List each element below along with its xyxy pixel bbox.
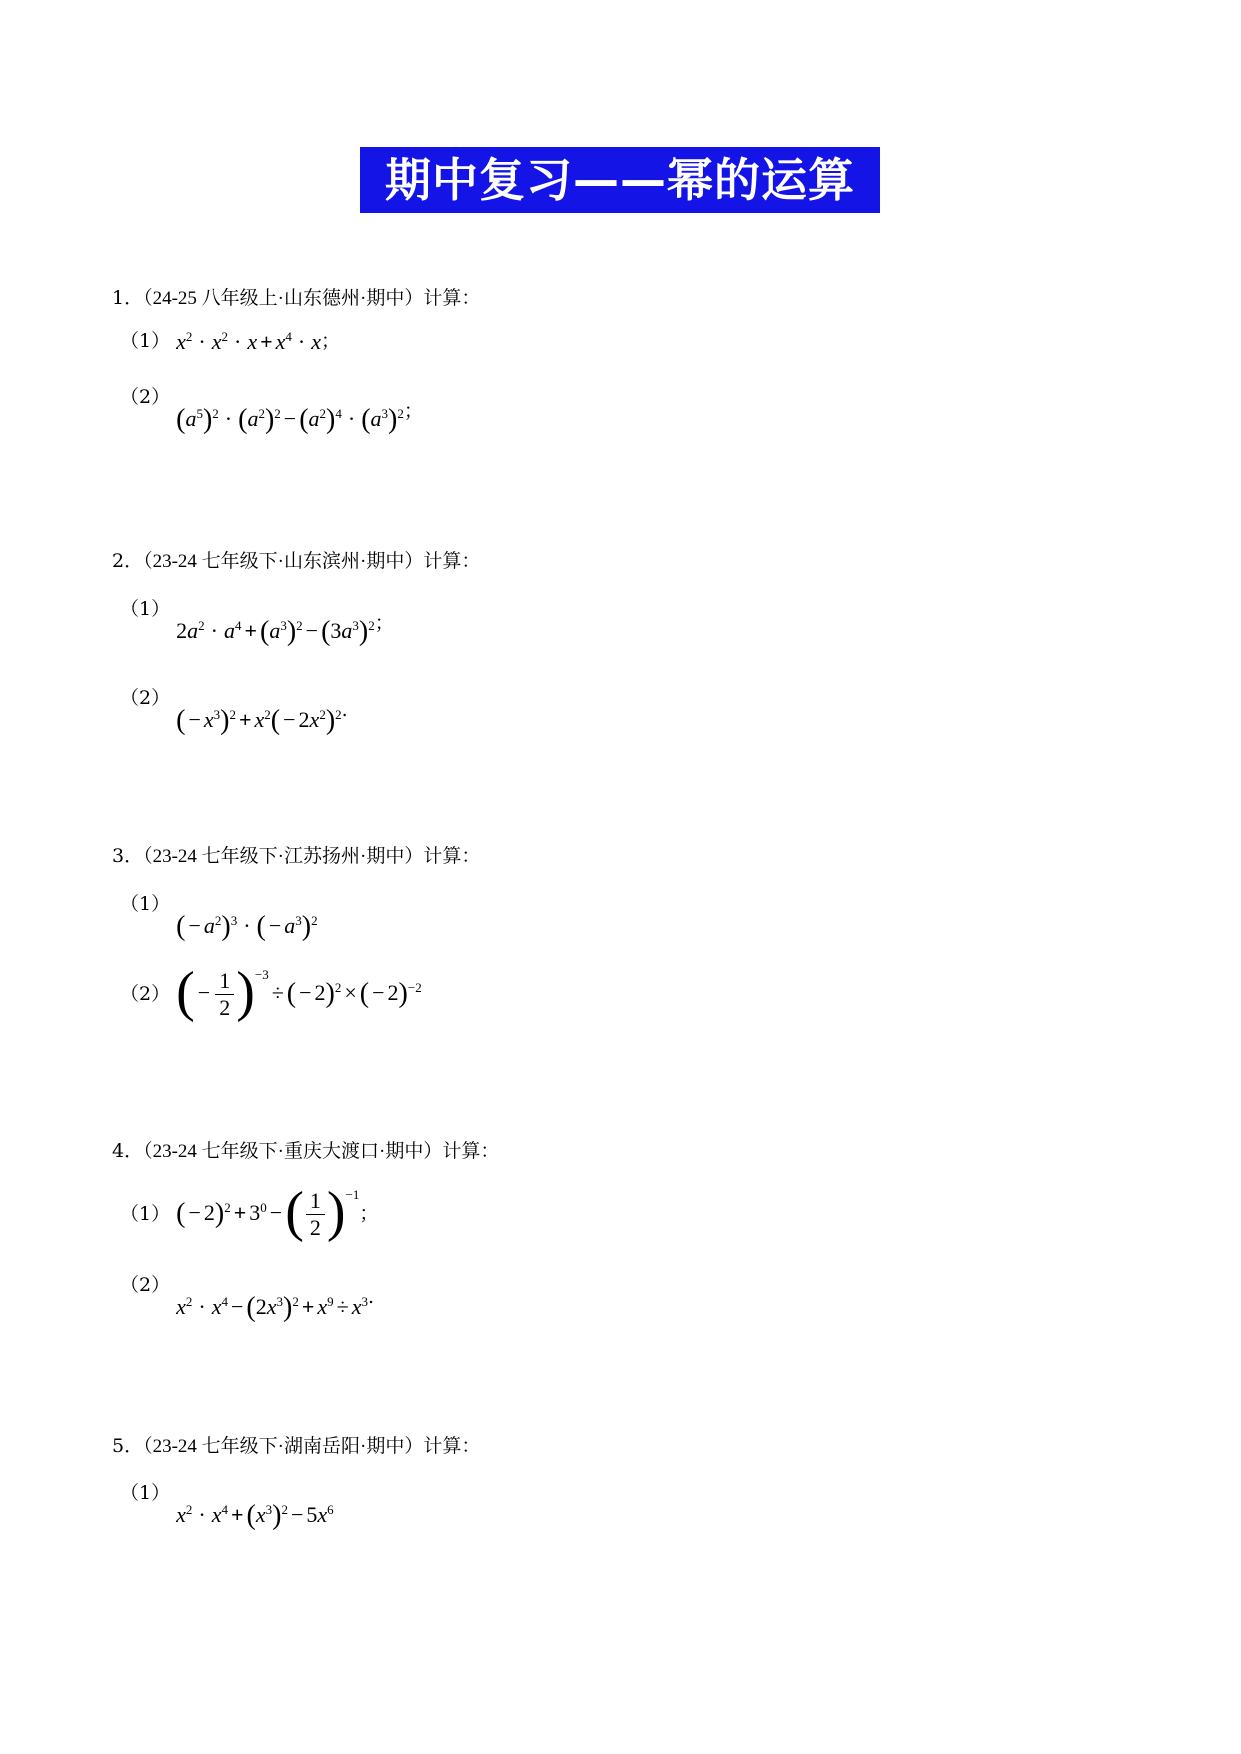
question-1-part-1 — [120, 326, 340, 355]
part-label: （2） — [120, 1274, 171, 1296]
fraction: $\frac{1}{2}$ — [215, 968, 234, 1021]
part-label: （1） — [120, 1202, 171, 1225]
part-label: （2） — [120, 386, 171, 408]
question-4-part-2 — [120, 1270, 374, 1324]
question-4-part-1 — [120, 1180, 378, 1244]
part-trail: ； — [321, 330, 341, 352]
part-label: （2） — [120, 687, 171, 709]
question-5-header — [112, 1431, 480, 1458]
question-1-part-2 — [120, 382, 423, 436]
question-1-header — [112, 283, 480, 310]
question-number: 2． — [112, 550, 144, 572]
part-trail: ； — [359, 1202, 379, 1225]
question-number: 3． — [112, 845, 144, 867]
math-expression: $x^2 \cdot x^2 \cdot x + x^4 \cdot x$ — [176, 329, 321, 354]
math-expression: $x^2 \cdot x^4 + (x^3)^2 - 5x^6$ — [176, 1500, 334, 1531]
part-trail: ； — [374, 612, 394, 634]
question-number: 1． — [112, 287, 144, 309]
part-label: （1） — [120, 330, 171, 352]
question-source: （23-24 七年级下·重庆大渡口·期中）计算： — [143, 1141, 500, 1162]
part-label: （1） — [120, 1482, 171, 1504]
question-5-part-1 — [120, 1478, 334, 1532]
question-source: （24-25 八年级上·山东德州·期中）计算： — [143, 288, 481, 309]
math-expression: ( − $a^2)^3$ · ( − $a^3)^2$ — [176, 911, 318, 942]
question-2-part-2 — [120, 683, 348, 737]
question-source: （23-24 七年级下·江苏扬州·期中）计算： — [143, 846, 481, 867]
question-2-part-1 — [120, 594, 394, 648]
math-expression: ( − $x^3)^2 + x^2( - 2x^2)^2$ — [176, 705, 342, 736]
math-expression: $x^2 \cdot x^4 - (2x^3)^2 + x^9 \div x^3$ — [176, 1292, 368, 1323]
part-label: （1） — [120, 893, 171, 915]
question-source: （23-24 七年级下·湖南岳阳·期中）计算： — [143, 1436, 481, 1457]
question-3-header — [112, 841, 480, 868]
part-trail: . — [368, 1286, 375, 1308]
question-3-part-1 — [120, 889, 318, 943]
part-trail: . — [341, 699, 348, 721]
fraction: $\frac{1}{2}$ — [306, 1188, 325, 1241]
part-label: （2） — [120, 982, 171, 1005]
question-number: 5． — [112, 1435, 144, 1457]
question-3-part-2 — [120, 960, 422, 1024]
math-expression: ( − $\frac{1}{2}$ )$^{-3}$÷ ( − 2)$^2$ × ( − 2)$^{-2}$ — [176, 961, 422, 1023]
page-title: 期中复习——幂的运算 — [360, 147, 880, 213]
question-number: 4． — [112, 1140, 144, 1162]
part-label: （1） — [120, 598, 171, 620]
question-2-header — [112, 546, 480, 573]
question-4-header — [112, 1136, 499, 1163]
math-expression: $2a^2 \cdot a^4 + (a^3)^2 - (3a^3)^2$ — [176, 616, 375, 647]
question-source: （23-24 七年级下·山东滨州·期中）计算： — [143, 551, 481, 572]
math-expression: $(a^5)^2 \cdot (a^2)^2 - (a^2)^4 \cdot (a^3)^2$ — [176, 404, 404, 435]
math-expression: ( − $2)^2 + 3^0$ −( $\frac{1}{2}$ )$^{-1}$ — [176, 1181, 360, 1243]
part-trail: ； — [403, 400, 423, 422]
